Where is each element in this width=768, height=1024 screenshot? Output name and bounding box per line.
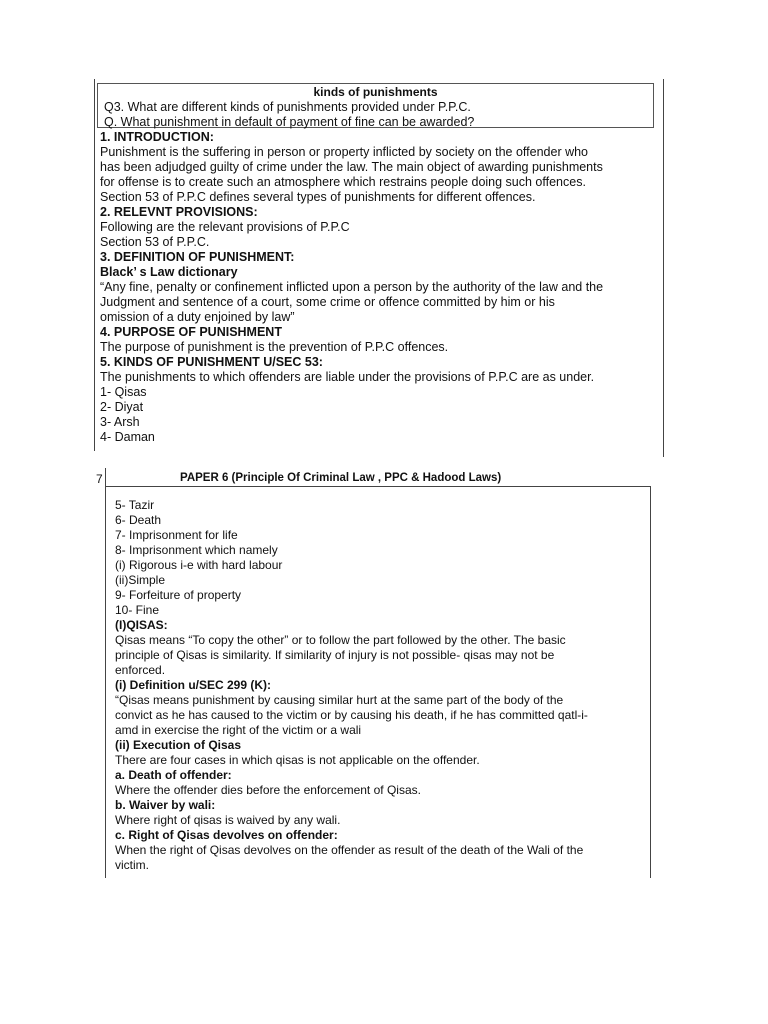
question-one: Q3. What are different kinds of punishments provided under P.P.C. bbox=[104, 100, 471, 114]
body-text-line: Section 53 of P.P.C defines several types of punishments for different offences. bbox=[100, 190, 536, 204]
body-text-line: 2- Diyat bbox=[100, 400, 144, 414]
page-number: 7 bbox=[96, 472, 103, 486]
body-text-line: Punishment is the suffering in person or property inflicted by society on the offender who bbox=[100, 145, 589, 159]
body-text-line: (i) Rigorous i-e with hard labour bbox=[115, 558, 283, 572]
section-heading: (i) Definition u/SEC 299 (K): bbox=[115, 678, 271, 692]
section-heading: 1. INTRODUCTION: bbox=[100, 130, 214, 144]
body-text-line: 6- Death bbox=[115, 513, 162, 527]
body-text-line: Where the offender dies before the enforcement of Qisas. bbox=[115, 783, 421, 797]
body-text-line: 5- Tazir bbox=[115, 498, 155, 512]
body-text-line: has been adjudged guilty of crime under the law. The main object of awarding punishments bbox=[100, 160, 603, 174]
body-text-line: There are four cases in which qisas is not applicable on the offender. bbox=[115, 753, 480, 767]
body-text-line: “Qisas means punishment by causing similar hurt at the same part of the body of the bbox=[115, 693, 564, 707]
lower-left-border bbox=[105, 468, 106, 878]
section-heading: (ii) Execution of Qisas bbox=[115, 738, 242, 752]
body-text-line: 7- Imprisonment for life bbox=[115, 528, 238, 542]
body-text-line: Following are the relevant provisions of P.P.C bbox=[100, 220, 350, 234]
body-text-line: When the right of Qisas devolves on the offender as result of the death of the Wali of the bbox=[115, 843, 584, 857]
upper-right-border bbox=[663, 79, 664, 457]
upper-left-border bbox=[94, 79, 95, 451]
body-text-line: 8- Imprisonment which namely bbox=[115, 543, 278, 557]
body-text-line: “Any fine, penalty or confinement inflicted upon a person by the authority of the law and the bbox=[100, 280, 604, 294]
section-heading: (I)QISAS: bbox=[115, 618, 168, 632]
header-underline bbox=[105, 486, 651, 487]
body-text-line: 9- Forfeiture of property bbox=[115, 588, 242, 602]
body-text-line: convict as he has caused to the victim or by causing his death, if he has committed qatl-i- bbox=[115, 708, 588, 722]
question-box-title: kinds of punishments bbox=[313, 85, 438, 99]
body-text-line: enforced. bbox=[115, 663, 166, 677]
body-text-line: Section 53 of P.P.C. bbox=[100, 235, 210, 249]
lower-right-border bbox=[650, 486, 651, 878]
body-text-line: The punishments to which offenders are liable under the provisions of P.P.C are as under. bbox=[100, 370, 595, 384]
section-heading: b. Waiver by wali: bbox=[115, 798, 216, 812]
question-box bbox=[97, 83, 654, 128]
section-heading: 5. KINDS OF PUNISHMENT U/SEC 53: bbox=[100, 355, 323, 369]
body-text-line: principle of Qisas is similarity. If similarity of injury is not possible- qisas may not be bbox=[115, 648, 555, 662]
section-heading: a. Death of offender: bbox=[115, 768, 232, 782]
section-heading: c. Right of Qisas devolves on offender: bbox=[115, 828, 338, 842]
body-text-line: 1- Qisas bbox=[100, 385, 147, 399]
section-heading: 2. RELEVNT PROVISIONS: bbox=[100, 205, 258, 219]
body-text-line: 4- Daman bbox=[100, 430, 155, 444]
body-text-line: (ii)Simple bbox=[115, 573, 166, 587]
section-heading: Black’ s Law dictionary bbox=[100, 265, 238, 279]
question-two: Q. What punishment in default of payment of fine can be awarded? bbox=[104, 115, 475, 129]
lower-page-body bbox=[115, 498, 645, 873]
body-text-line: omission of a duty enjoined by law” bbox=[100, 310, 295, 324]
body-text-line: amd in exercise the right of the victim or a wali bbox=[115, 723, 362, 737]
body-text-line: for offense is to create such an atmosphere which restrains people doing such offences. bbox=[100, 175, 586, 189]
body-text-line: Qisas means “To copy the other” or to follow the part followed by the other. The basic bbox=[115, 633, 566, 647]
upper-page-body bbox=[100, 130, 660, 445]
body-text-line: The purpose of punishment is the prevention of P.P.C offences. bbox=[100, 340, 449, 354]
section-heading: 3. DEFINITION OF PUNISHMENT: bbox=[100, 250, 295, 264]
body-text-line: victim. bbox=[115, 858, 149, 872]
body-text-line: 10- Fine bbox=[115, 603, 160, 617]
section-heading: 4. PURPOSE OF PUNISHMENT bbox=[100, 325, 282, 339]
body-text-line: Where right of qisas is waived by any wali. bbox=[115, 813, 341, 827]
paper-title: PAPER 6 (Principle Of Criminal Law , PPC & Hadood Laws) bbox=[180, 472, 502, 484]
body-text-line: Judgment and sentence of a court, some crime or offence committed by him or his bbox=[100, 295, 555, 309]
body-text-line: 3- Arsh bbox=[100, 415, 140, 429]
